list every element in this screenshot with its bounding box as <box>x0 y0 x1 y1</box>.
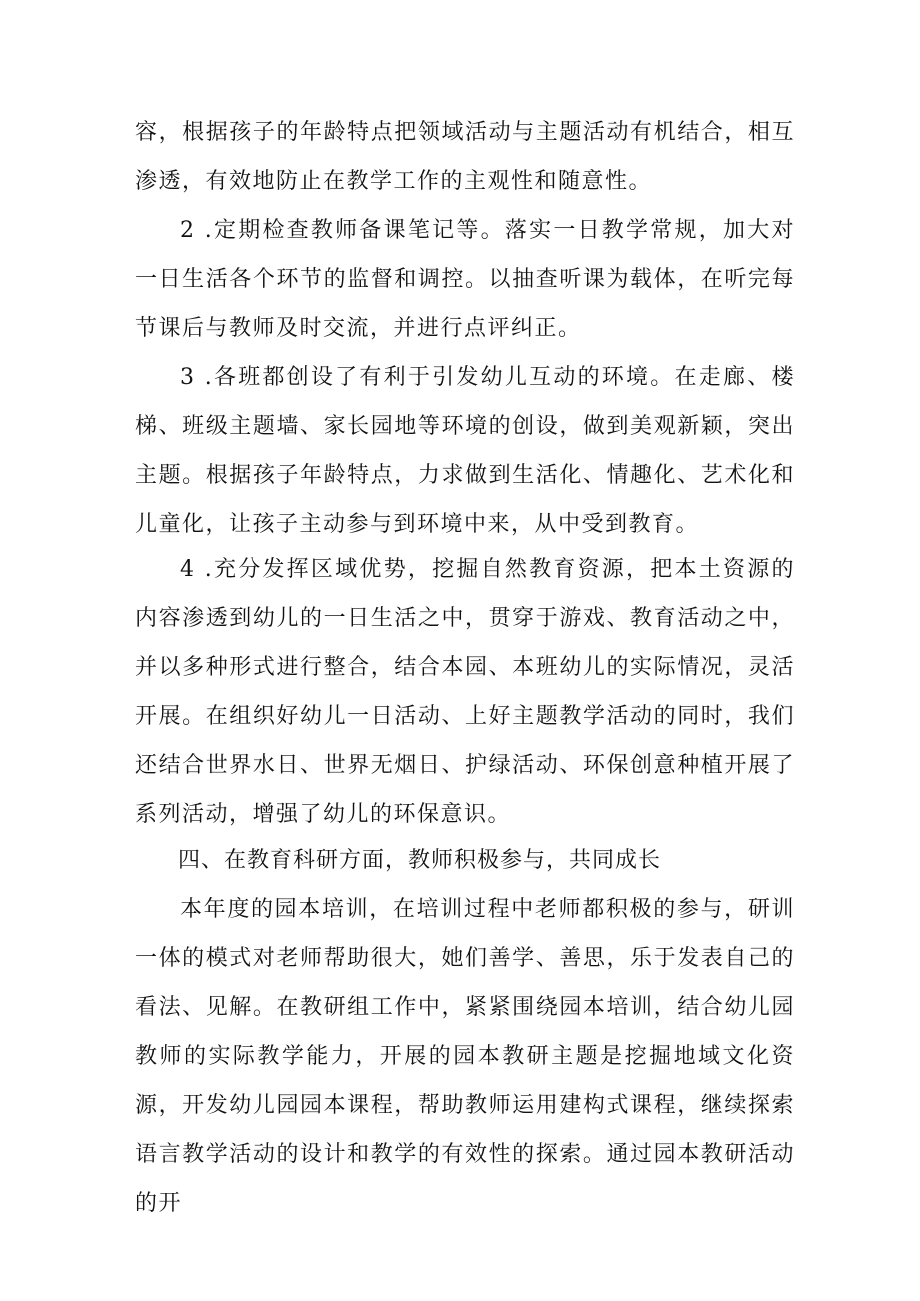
section-heading: 四、在教育科研方面，教师积极参与，共同成长 <box>178 848 662 873</box>
section-paragraph: 本年度的园本培训，在培训过程中老师都积极的参与，研训一体的模式对老师帮助很大，她们善学、善思，乐于发表自己的看法、见解。在教研组工作中，紧紧围绕园本培训，结合幼儿园教师的实际教学能力，开展的园本教研主题是挖掘地域文化资源，开发幼儿园园本课程，帮助教师运用建构式课程，继续探索语言教学活动的设计和教学的有效性的探索。通过园本教研活动的开 <box>135 897 795 1216</box>
paragraph-item-2: 2 .定期检查教师备课笔记等。落实一日教学常规，加大对一日生活各个环节的监督和调控。以抽查听课为载体，在听完每节课后与教师及时交流，并进行点评纠正。 <box>135 218 795 341</box>
paragraph-continued: 容，根据孩子的年龄特点把领域活动与主题活动有机结合，相互渗透，有效地防止在教学工作的主观性和随意性。 <box>135 120 795 194</box>
paragraph-item-3: 3 .各班都创设了有利于引发幼儿互动的环境。在走廊、楼梯、班级主题墙、家长园地等环境的创设，做到美观新颖，突出主题。根据孩子年龄特点，力求做到生活化、情趣化、艺术化和儿童化，让孩子主动参与到环境中来，从中受到教育。 <box>135 365 795 537</box>
paragraph-item-4: 4 .充分发挥区域优势，挖掘自然教育资源，把本土资源的内容渗透到幼儿的一日生活之中，贯穿于游戏、教育活动之中，并以多种形式进行整合，结合本园、本班幼儿的实际情况，灵活开展。在组织好幼儿一日活动、上好主题教学活动的同时，我们还结合世界水日、世界无烟日、护绿活动、环保创意种植开展了系列活动，增强了幼儿的环保意识。 <box>135 557 795 827</box>
